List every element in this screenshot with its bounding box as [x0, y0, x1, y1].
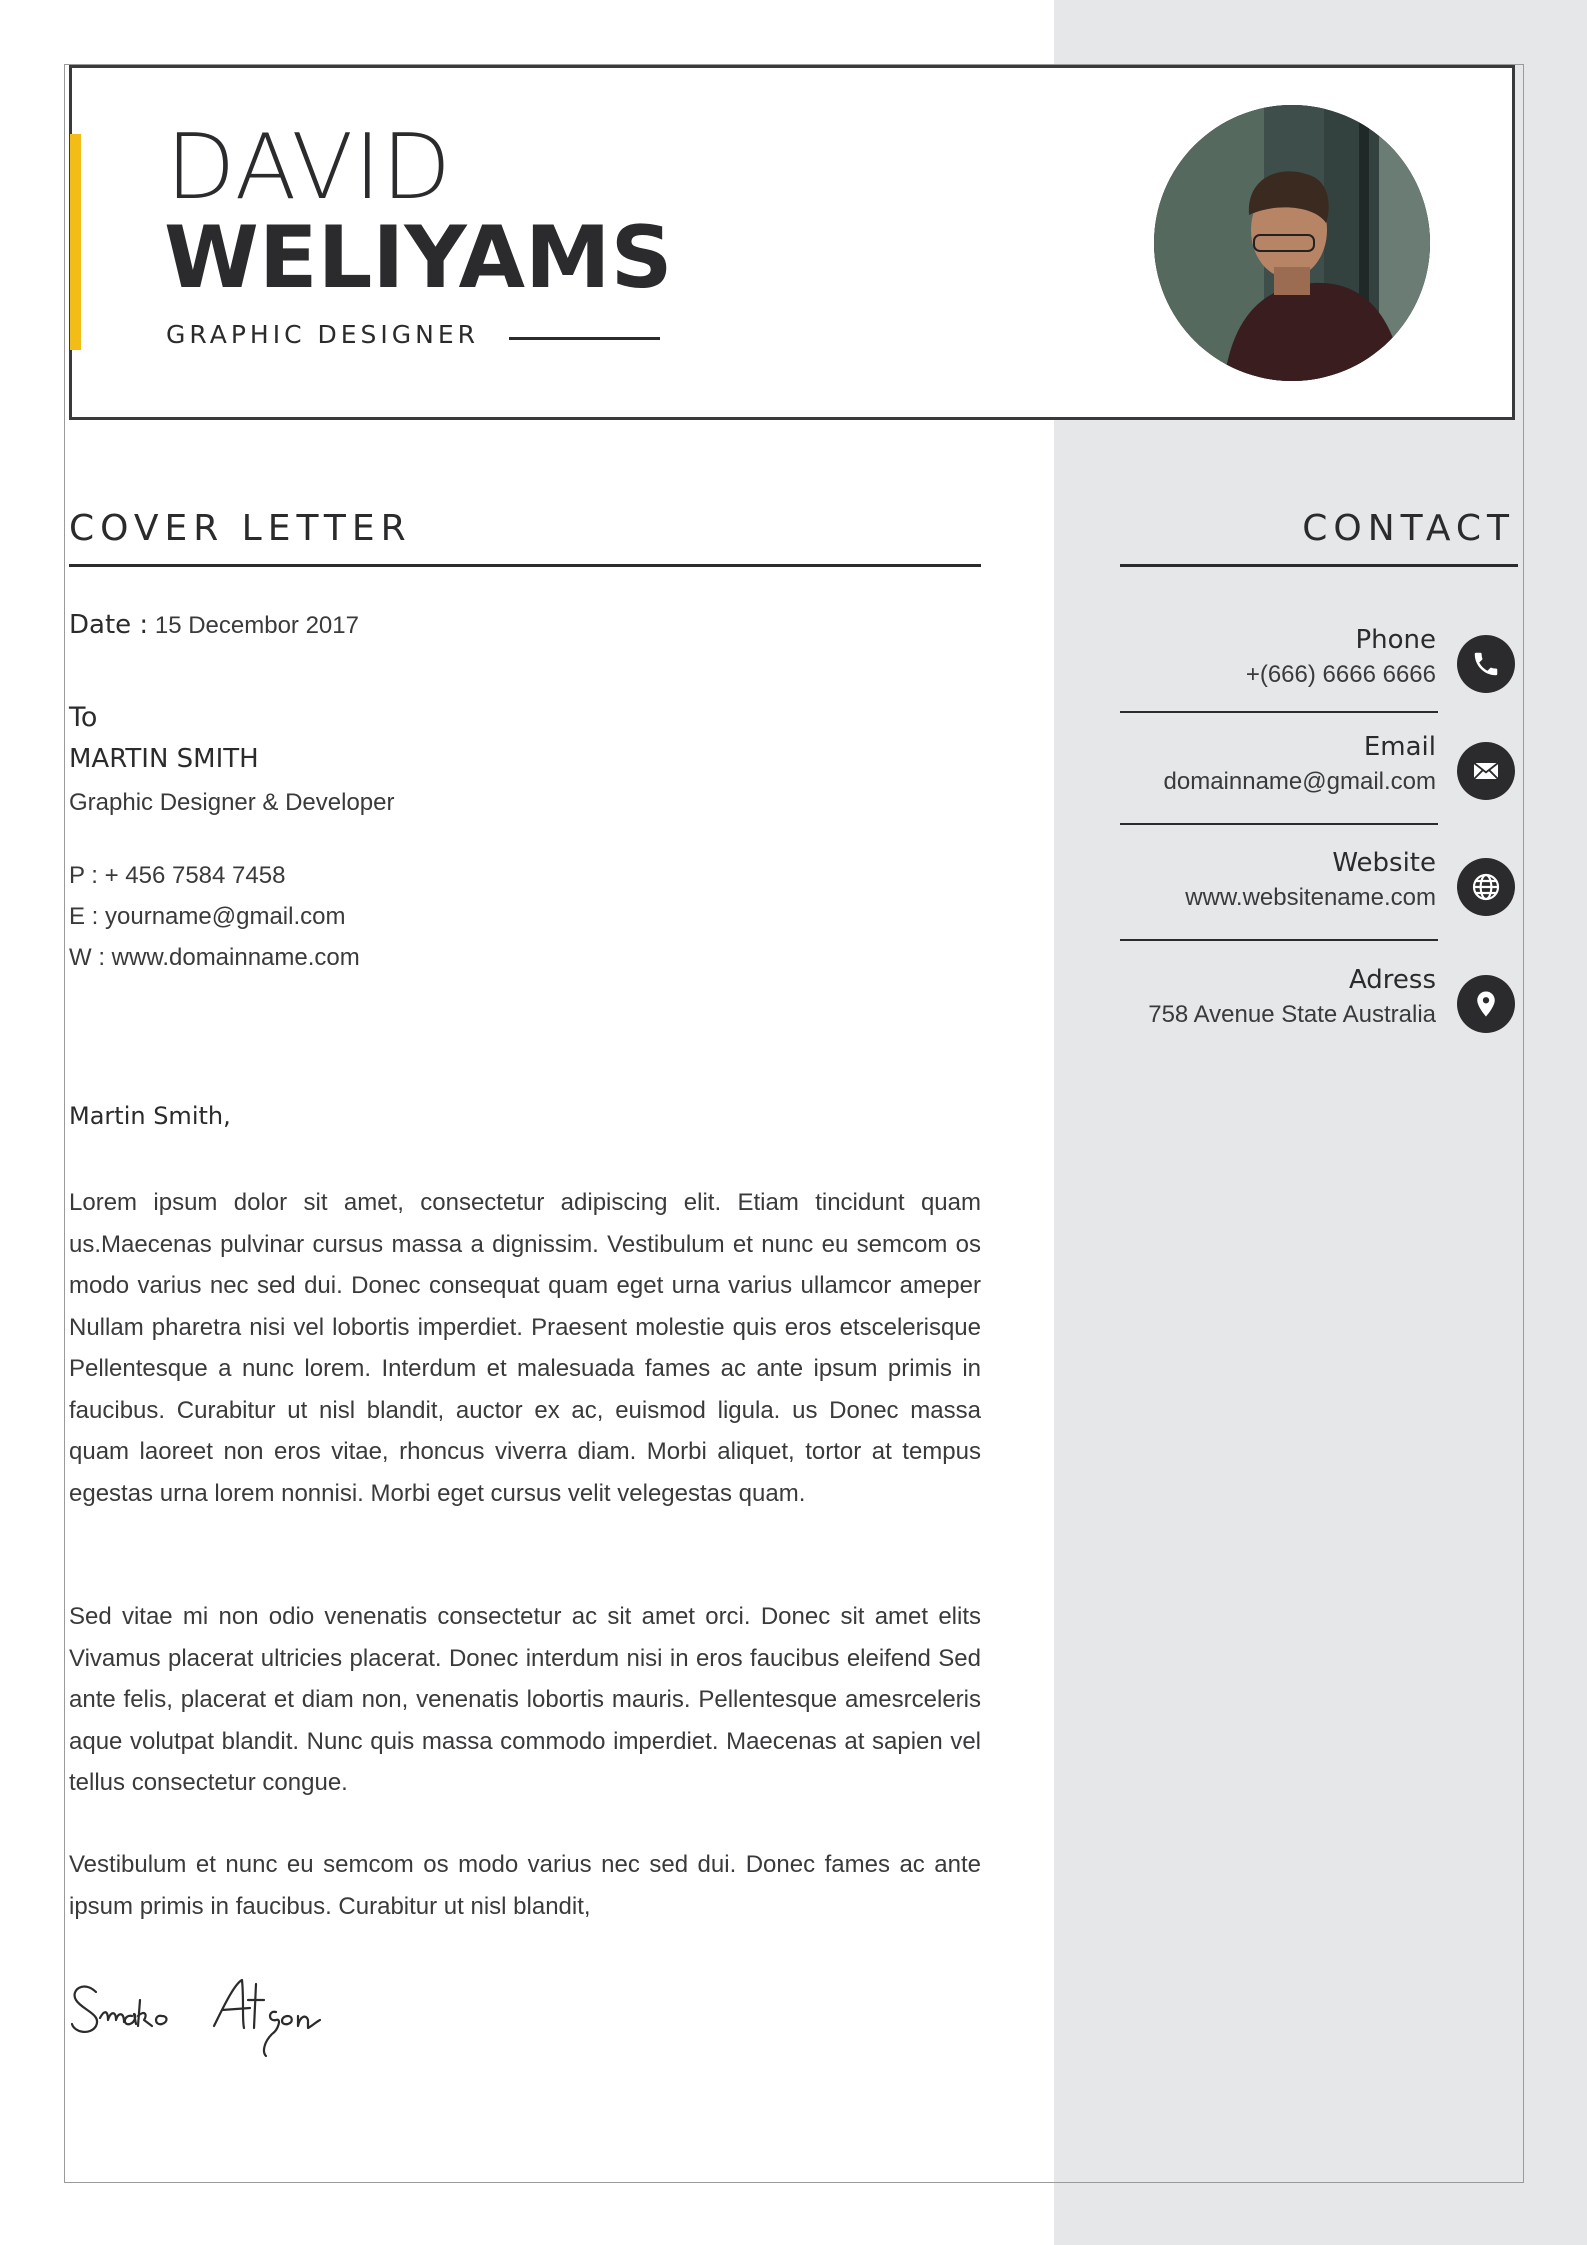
last-name: WELIYAMS [164, 208, 673, 308]
recipient-website: W : www.domainname.com [69, 944, 360, 971]
contact-value: www.websitename.com [1185, 884, 1436, 911]
phone-icon [1457, 635, 1515, 693]
contact-phone [1095, 625, 1515, 695]
location-pin-icon [1457, 975, 1515, 1033]
contact-value: 758 Avenue State Australia [1148, 1001, 1436, 1028]
profile-photo [1154, 105, 1430, 381]
contact-label: Adress [1348, 965, 1436, 995]
contact-value: +(666) 6666 6666 [1245, 661, 1436, 688]
contact-label: Website [1332, 848, 1436, 878]
signature [66, 1970, 356, 2065]
recipient-email: E : yourname@gmail.com [69, 903, 346, 930]
job-title: GRAPHIC DESIGNER [166, 320, 480, 349]
envelope-icon [1457, 742, 1515, 800]
to-label: To [69, 702, 98, 733]
contact-title: CONTACT [1302, 508, 1515, 549]
date-value: 15 Decembor 2017 [154, 612, 359, 639]
contact-email [1095, 732, 1515, 802]
contact-value: domainname@gmail.com [1163, 768, 1436, 795]
accent-bar [70, 134, 81, 350]
contact-website [1095, 848, 1515, 918]
date-label: Date : [69, 610, 149, 640]
cover-letter-rule [69, 564, 981, 567]
contact-divider [1120, 823, 1438, 825]
recipient-name: MARTIN SMITH [69, 744, 259, 774]
job-title-rule [509, 337, 660, 340]
salutation: Martin Smith, [69, 1102, 231, 1130]
contact-address [1095, 965, 1515, 1035]
letter-paragraph: Sed vitae mi non odio venenatis consectetur ac sit amet orci. Donec sit amet elits Vivamus placerat ultricies placerat. Donec interdum nisi in eros faucibus eleifend Sed ante felis, placerat et diam non, venenatis lobortis mauris. Pellentesque amesrceleris aque volutpat blandit. Nunc quis massa commodo imperdiet. Maecenas at sapien vel tellus consectetur congue. [69, 1603, 981, 1796]
contact-divider [1120, 939, 1438, 941]
recipient-phone: P : + 456 7584 7458 [69, 862, 286, 889]
cover-letter-title: COVER LETTER [69, 508, 412, 549]
letter-paragraph: Vestibulum et nunc eu semcom os modo varius nec sed dui. Donec fames ac ante ipsum primis in faucibus. Curabitur ut nisl blandit, [69, 1851, 981, 1920]
letter-paragraph: Lorem ipsum dolor sit amet, consectetur adipiscing elit. Etiam tincidunt quam us.Maecenas pulvinar cursus massa a dignissim. Vestibulum et nunc eu semcom os modo varius nec sed dui. Donec consequat quam eget urna varius ullamcor ameper Nullam pharetra nisi vel lobortis imperdiet. Praesent molestie quis eros etscelerisque Pellentesque a nunc lorem. Interdum et malesuada fames ac ante ipsum primis in faucibus. Curabitur ut nisl blandit, auctor ex ac, euismod ligula. us Donec massa quam laoreet non eros vitae, rhoncus viverra diam. Morbi aliquet, tortor at tempus egestas urna lorem nonnisi. Morbi eget cursus velit velegestas quam. [69, 1189, 981, 1507]
contact-label: Phone [1355, 625, 1436, 655]
date-line [69, 610, 359, 640]
recipient-role: Graphic Designer & Developer [69, 789, 395, 816]
contact-label: Email [1363, 732, 1436, 762]
first-name: DAVID [166, 115, 452, 220]
contact-divider [1120, 711, 1438, 713]
contact-rule [1120, 564, 1518, 567]
globe-icon [1457, 858, 1515, 916]
